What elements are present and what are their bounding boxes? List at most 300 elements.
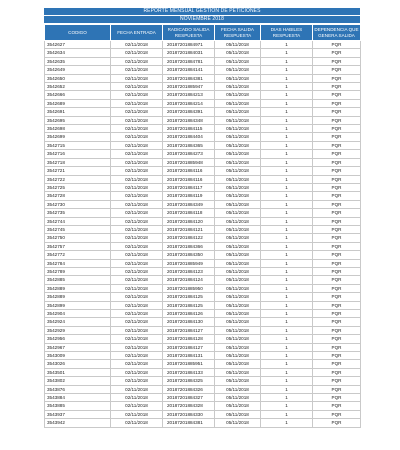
cell-fecha-salida: 05/11/2018: [215, 276, 261, 284]
cell-dependencia: PQR: [313, 301, 361, 309]
cell-dias: 1: [261, 141, 313, 149]
cell-codigo: 3542627: [45, 41, 111, 49]
cell-fecha-salida: 05/11/2018: [215, 49, 261, 57]
cell-fecha-entrada: 02/11/2018: [111, 133, 163, 141]
cell-fecha-salida: 05/11/2018: [215, 158, 261, 166]
table-row: [45, 284, 361, 292]
cell-dias: 1: [261, 335, 313, 343]
cell-radicado: 20187201884119: [163, 192, 215, 200]
cell-fecha-entrada: 02/11/2018: [111, 57, 163, 65]
cell-fecha-entrada: 02/11/2018: [111, 267, 163, 275]
cell-fecha-salida: 05/11/2018: [215, 57, 261, 65]
table-row: [45, 41, 361, 49]
cell-fecha-salida: 05/11/2018: [215, 192, 261, 200]
cell-radicado: 20187201885949: [163, 259, 215, 267]
cell-fecha-salida: 05/11/2018: [215, 343, 261, 351]
cell-radicado: 20187201884122: [163, 234, 215, 242]
cell-dias: 1: [261, 74, 313, 82]
table-row: [45, 360, 361, 368]
cell-radicado: 20187201884214: [163, 99, 215, 107]
cell-dependencia: PQR: [313, 225, 361, 233]
cell-fecha-entrada: 02/11/2018: [111, 402, 163, 410]
cell-radicado: 20187201884125: [163, 301, 215, 309]
cell-dependencia: PQR: [313, 377, 361, 385]
cell-fecha-salida: 05/11/2018: [215, 133, 261, 141]
cell-radicado: 20187201884031: [163, 49, 215, 57]
cell-fecha-entrada: 02/11/2018: [111, 175, 163, 183]
cell-dependencia: PQR: [313, 251, 361, 259]
cell-fecha-salida: 05/11/2018: [215, 301, 261, 309]
cell-codigo: 3542744: [45, 217, 111, 225]
cell-fecha-salida: 05/11/2018: [215, 377, 261, 385]
cell-dias: 1: [261, 402, 313, 410]
cell-codigo: 3542772: [45, 251, 111, 259]
cell-fecha-entrada: 02/11/2018: [111, 183, 163, 191]
cell-codigo: 3542885: [45, 276, 111, 284]
table-row: [45, 183, 361, 191]
cell-dependencia: PQR: [313, 209, 361, 217]
cell-fecha-entrada: 02/11/2018: [111, 125, 163, 133]
cell-fecha-salida: 05/11/2018: [215, 209, 261, 217]
cell-dependencia: PQR: [313, 133, 361, 141]
cell-fecha-entrada: 02/11/2018: [111, 394, 163, 402]
cell-radicado: 20187201884330: [163, 410, 215, 418]
table-row: [45, 116, 361, 124]
cell-codigo: 3542666: [45, 91, 111, 99]
cell-codigo: 3543009: [45, 352, 111, 360]
cell-radicado: 20187201884349: [163, 200, 215, 208]
cell-fecha-entrada: 02/11/2018: [111, 276, 163, 284]
cell-fecha-entrada: 02/11/2018: [111, 141, 163, 149]
cell-dias: 1: [261, 225, 313, 233]
cell-radicado: 20187201884116: [163, 175, 215, 183]
cell-fecha-salida: 05/11/2018: [215, 326, 261, 334]
cell-codigo: 3543937: [45, 410, 111, 418]
cell-radicado: 20187201884128: [163, 335, 215, 343]
cell-codigo: 3542715: [45, 141, 111, 149]
cell-fecha-salida: 05/11/2018: [215, 225, 261, 233]
cell-codigo: 3542635: [45, 57, 111, 65]
table-row: [45, 394, 361, 402]
cell-dependencia: PQR: [313, 49, 361, 57]
cell-dias: 1: [261, 217, 313, 225]
cell-dias: 1: [261, 394, 313, 402]
cell-dependencia: PQR: [313, 410, 361, 418]
cell-dias: 1: [261, 318, 313, 326]
cell-radicado: 20187201884125: [163, 293, 215, 301]
cell-fecha-entrada: 02/11/2018: [111, 352, 163, 360]
cell-fecha-entrada: 02/11/2018: [111, 116, 163, 124]
cell-dependencia: PQR: [313, 66, 361, 74]
cell-fecha-entrada: 02/11/2018: [111, 167, 163, 175]
report-sheet: [44, 8, 360, 428]
cell-fecha-salida: 05/11/2018: [215, 352, 261, 360]
header-fecha-salida: FECHA SALIDA RESPUESTA: [215, 25, 261, 41]
table-row: [45, 175, 361, 183]
cell-radicado: 20187201884121: [163, 225, 215, 233]
header-dependencia: DEPENDENCIA QUE GENERA SALIDA: [313, 25, 361, 41]
cell-fecha-entrada: 02/11/2018: [111, 234, 163, 242]
cell-codigo: 3542904: [45, 310, 111, 318]
cell-dependencia: PQR: [313, 360, 361, 368]
cell-dependencia: PQR: [313, 259, 361, 267]
cell-fecha-salida: 05/11/2018: [215, 267, 261, 275]
cell-fecha-entrada: 02/11/2018: [111, 335, 163, 343]
cell-codigo: 3542889: [45, 293, 111, 301]
cell-radicado: 20187201885947: [163, 83, 215, 91]
cell-fecha-entrada: 02/11/2018: [111, 385, 163, 393]
cell-codigo: 3542695: [45, 116, 111, 124]
cell-radicado: 20187201884381: [163, 419, 215, 427]
table-row: [45, 108, 361, 116]
cell-fecha-entrada: 02/11/2018: [111, 217, 163, 225]
cell-dias: 1: [261, 83, 313, 91]
cell-fecha-entrada: 02/11/2018: [111, 83, 163, 91]
cell-dias: 1: [261, 377, 313, 385]
cell-dependencia: PQR: [313, 326, 361, 334]
cell-dias: 1: [261, 200, 313, 208]
cell-dependencia: PQR: [313, 125, 361, 133]
cell-codigo: 3543876: [45, 385, 111, 393]
cell-radicado: 20187201884116: [163, 167, 215, 175]
cell-codigo: 3542722: [45, 175, 111, 183]
cell-dias: 1: [261, 167, 313, 175]
cell-codigo: 3542924: [45, 318, 111, 326]
cell-fecha-salida: 05/11/2018: [215, 385, 261, 393]
table-row: [45, 49, 361, 57]
cell-dias: 1: [261, 183, 313, 191]
cell-radicado: 20187201884117: [163, 183, 215, 191]
cell-fecha-salida: 05/11/2018: [215, 251, 261, 259]
table-header-row: [45, 25, 361, 41]
table-row: [45, 99, 361, 107]
cell-radicado: 20187201884327: [163, 394, 215, 402]
cell-codigo: 3542718: [45, 158, 111, 166]
cell-dias: 1: [261, 99, 313, 107]
cell-fecha-salida: 05/11/2018: [215, 108, 261, 116]
table-row: [45, 209, 361, 217]
cell-radicado: 20187201884350: [163, 251, 215, 259]
table-row: [45, 368, 361, 376]
cell-codigo: 3542750: [45, 234, 111, 242]
cell-codigo: 3542745: [45, 225, 111, 233]
cell-radicado: 20187201884127: [163, 326, 215, 334]
cell-fecha-salida: 05/11/2018: [215, 141, 261, 149]
table-row: [45, 83, 361, 91]
cell-fecha-salida: 05/11/2018: [215, 335, 261, 343]
table-row: [45, 276, 361, 284]
table-row: [45, 385, 361, 393]
cell-dias: 1: [261, 108, 313, 116]
cell-fecha-salida: 05/11/2018: [215, 310, 261, 318]
cell-dias: 1: [261, 57, 313, 65]
table-row: [45, 74, 361, 82]
cell-fecha-salida: 05/11/2018: [215, 318, 261, 326]
cell-fecha-entrada: 02/11/2018: [111, 377, 163, 385]
cell-dias: 1: [261, 301, 313, 309]
cell-dependencia: PQR: [313, 385, 361, 393]
report-title: REPORTE MENSUAL GESTION DE PETICIONES: [44, 8, 360, 15]
cell-codigo: 3542649: [45, 66, 111, 74]
cell-radicado: 20187201884381: [163, 74, 215, 82]
cell-fecha-entrada: 02/11/2018: [111, 41, 163, 49]
cell-fecha-salida: 05/11/2018: [215, 99, 261, 107]
peticiones-table: [44, 24, 361, 428]
table-row: [45, 141, 361, 149]
cell-radicado: 20187201884133: [163, 368, 215, 376]
cell-dias: 1: [261, 91, 313, 99]
cell-fecha-entrada: 02/11/2018: [111, 74, 163, 82]
cell-codigo: 3543802: [45, 377, 111, 385]
cell-fecha-salida: 05/11/2018: [215, 368, 261, 376]
cell-fecha-entrada: 02/11/2018: [111, 251, 163, 259]
table-row: [45, 234, 361, 242]
table-row: [45, 192, 361, 200]
cell-dias: 1: [261, 368, 313, 376]
cell-codigo: 3542689: [45, 99, 111, 107]
cell-fecha-entrada: 02/11/2018: [111, 410, 163, 418]
cell-codigo: 3542652: [45, 83, 111, 91]
cell-dependencia: PQR: [313, 150, 361, 158]
header-dias-habiles: DIAS HABILES RESPUESTA: [261, 25, 313, 41]
cell-dependencia: PQR: [313, 74, 361, 82]
cell-radicado: 20187201884130: [163, 318, 215, 326]
cell-dias: 1: [261, 66, 313, 74]
cell-fecha-salida: 05/11/2018: [215, 217, 261, 225]
cell-codigo: 3543026: [45, 360, 111, 368]
table-row: [45, 310, 361, 318]
cell-dias: 1: [261, 192, 313, 200]
cell-radicado: 20187201885951: [163, 360, 215, 368]
cell-fecha-salida: 05/11/2018: [215, 41, 261, 49]
header-fecha-entrada: FECHA ENTRADA: [111, 25, 163, 41]
cell-fecha-salida: 05/11/2018: [215, 410, 261, 418]
cell-dias: 1: [261, 209, 313, 217]
cell-fecha-salida: 05/11/2018: [215, 167, 261, 175]
table-row: [45, 251, 361, 259]
table-row: [45, 150, 361, 158]
cell-dependencia: PQR: [313, 234, 361, 242]
cell-radicado: 20187201884325: [163, 377, 215, 385]
cell-radicado: 20187201884365: [163, 141, 215, 149]
cell-dependencia: PQR: [313, 293, 361, 301]
cell-codigo: 3542757: [45, 242, 111, 250]
cell-dias: 1: [261, 267, 313, 275]
cell-codigo: 3543885: [45, 402, 111, 410]
table-row: [45, 133, 361, 141]
cell-fecha-salida: 05/11/2018: [215, 83, 261, 91]
cell-fecha-entrada: 02/11/2018: [111, 301, 163, 309]
cell-dias: 1: [261, 343, 313, 351]
cell-dias: 1: [261, 352, 313, 360]
cell-fecha-entrada: 02/11/2018: [111, 150, 163, 158]
cell-fecha-entrada: 02/11/2018: [111, 158, 163, 166]
header-radicado-salida: RADICADO SALIDA RESPUESTA: [163, 25, 215, 41]
report-month: NOVIEMBRE 2018: [44, 15, 360, 23]
cell-codigo: 3542956: [45, 335, 111, 343]
cell-dias: 1: [261, 41, 313, 49]
cell-dependencia: PQR: [313, 242, 361, 250]
cell-radicado: 20187201884126: [163, 310, 215, 318]
cell-radicado: 20187201885950: [163, 284, 215, 292]
cell-dependencia: PQR: [313, 419, 361, 427]
table-row: [45, 410, 361, 418]
cell-dias: 1: [261, 175, 313, 183]
cell-dependencia: PQR: [313, 276, 361, 284]
cell-codigo: 3542730: [45, 200, 111, 208]
cell-fecha-salida: 05/11/2018: [215, 419, 261, 427]
cell-fecha-entrada: 02/11/2018: [111, 326, 163, 334]
cell-dias: 1: [261, 116, 313, 124]
cell-radicado: 20187201884131: [163, 352, 215, 360]
cell-radicado: 20187201884141: [163, 66, 215, 74]
cell-radicado: 20187201884971: [163, 41, 215, 49]
cell-radicado: 20187201884115: [163, 125, 215, 133]
cell-fecha-entrada: 02/11/2018: [111, 259, 163, 267]
cell-dias: 1: [261, 276, 313, 284]
table-row: [45, 335, 361, 343]
cell-dependencia: PQR: [313, 352, 361, 360]
cell-fecha-salida: 05/11/2018: [215, 284, 261, 292]
cell-codigo: 3542967: [45, 343, 111, 351]
cell-fecha-entrada: 02/11/2018: [111, 368, 163, 376]
cell-fecha-salida: 05/11/2018: [215, 183, 261, 191]
cell-dependencia: PQR: [313, 192, 361, 200]
table-body: [45, 41, 361, 428]
cell-dependencia: PQR: [313, 108, 361, 116]
cell-codigo: 3542725: [45, 183, 111, 191]
cell-codigo: 3542650: [45, 74, 111, 82]
cell-dependencia: PQR: [313, 267, 361, 275]
cell-dependencia: PQR: [313, 368, 361, 376]
cell-dependencia: PQR: [313, 41, 361, 49]
cell-dependencia: PQR: [313, 394, 361, 402]
cell-dias: 1: [261, 360, 313, 368]
cell-radicado: 20187201884118: [163, 209, 215, 217]
cell-radicado: 20187201884273: [163, 150, 215, 158]
cell-codigo: 3542691: [45, 108, 111, 116]
table-row: [45, 217, 361, 225]
cell-codigo: 3542889: [45, 284, 111, 292]
cell-radicado: 20187201884326: [163, 385, 215, 393]
cell-fecha-salida: 05/11/2018: [215, 293, 261, 301]
cell-dependencia: PQR: [313, 200, 361, 208]
cell-dependencia: PQR: [313, 343, 361, 351]
cell-codigo: 3542789: [45, 267, 111, 275]
cell-dependencia: PQR: [313, 402, 361, 410]
cell-fecha-salida: 05/11/2018: [215, 259, 261, 267]
table-row: [45, 326, 361, 334]
cell-radicado: 20187201884124: [163, 276, 215, 284]
table-row: [45, 267, 361, 275]
cell-fecha-salida: 05/11/2018: [215, 74, 261, 82]
cell-dias: 1: [261, 234, 313, 242]
table-row: [45, 301, 361, 309]
cell-dependencia: PQR: [313, 318, 361, 326]
cell-fecha-entrada: 02/11/2018: [111, 318, 163, 326]
cell-fecha-entrada: 02/11/2018: [111, 91, 163, 99]
table-row: [45, 352, 361, 360]
cell-codigo: 3542728: [45, 192, 111, 200]
cell-fecha-salida: 05/11/2018: [215, 175, 261, 183]
table-row: [45, 91, 361, 99]
cell-radicado: 20187201884120: [163, 217, 215, 225]
table-row: [45, 318, 361, 326]
cell-dias: 1: [261, 133, 313, 141]
cell-fecha-entrada: 02/11/2018: [111, 360, 163, 368]
cell-fecha-entrada: 02/11/2018: [111, 225, 163, 233]
table-row: [45, 200, 361, 208]
cell-dependencia: PQR: [313, 183, 361, 191]
cell-dias: 1: [261, 410, 313, 418]
cell-radicado: 20187201884404: [163, 133, 215, 141]
cell-dependencia: PQR: [313, 310, 361, 318]
cell-fecha-entrada: 02/11/2018: [111, 419, 163, 427]
cell-codigo: 3542899: [45, 301, 111, 309]
table-row: [45, 242, 361, 250]
cell-dependencia: PQR: [313, 99, 361, 107]
table-row: [45, 225, 361, 233]
cell-fecha-salida: 05/11/2018: [215, 360, 261, 368]
cell-dependencia: PQR: [313, 91, 361, 99]
cell-dias: 1: [261, 259, 313, 267]
cell-fecha-salida: 05/11/2018: [215, 91, 261, 99]
cell-dias: 1: [261, 310, 313, 318]
cell-codigo: 3542929: [45, 326, 111, 334]
cell-dependencia: PQR: [313, 141, 361, 149]
cell-dias: 1: [261, 419, 313, 427]
cell-codigo: 3542634: [45, 49, 111, 57]
cell-fecha-entrada: 02/11/2018: [111, 192, 163, 200]
cell-fecha-salida: 05/11/2018: [215, 125, 261, 133]
cell-radicado: 20187201884391: [163, 108, 215, 116]
cell-codigo: 3542698: [45, 125, 111, 133]
cell-codigo: 3542735: [45, 209, 111, 217]
cell-dependencia: PQR: [313, 116, 361, 124]
table-row: [45, 66, 361, 74]
table-row: [45, 377, 361, 385]
table-row: [45, 125, 361, 133]
cell-radicado: 20187201884348: [163, 116, 215, 124]
cell-radicado: 20187201885948: [163, 158, 215, 166]
cell-fecha-salida: 05/11/2018: [215, 242, 261, 250]
cell-fecha-entrada: 02/11/2018: [111, 310, 163, 318]
cell-codigo: 3542716: [45, 150, 111, 158]
cell-dependencia: PQR: [313, 175, 361, 183]
cell-fecha-salida: 05/11/2018: [215, 200, 261, 208]
cell-dias: 1: [261, 284, 313, 292]
cell-codigo: 3542699: [45, 133, 111, 141]
cell-dias: 1: [261, 326, 313, 334]
cell-fecha-entrada: 02/11/2018: [111, 99, 163, 107]
cell-fecha-entrada: 02/11/2018: [111, 242, 163, 250]
cell-dependencia: PQR: [313, 83, 361, 91]
cell-dias: 1: [261, 293, 313, 301]
cell-radicado: 20187201884328: [163, 402, 215, 410]
cell-fecha-entrada: 02/11/2018: [111, 49, 163, 57]
cell-codigo: 3543501: [45, 368, 111, 376]
cell-radicado: 20187201884781: [163, 57, 215, 65]
header-codigo: CODIGO: [45, 25, 111, 41]
cell-fecha-salida: 05/11/2018: [215, 234, 261, 242]
cell-fecha-entrada: 02/11/2018: [111, 66, 163, 74]
table-row: [45, 402, 361, 410]
cell-codigo: 3542784: [45, 259, 111, 267]
cell-dias: 1: [261, 251, 313, 259]
cell-radicado: 20187201884366: [163, 242, 215, 250]
cell-dias: 1: [261, 150, 313, 158]
cell-dias: 1: [261, 125, 313, 133]
